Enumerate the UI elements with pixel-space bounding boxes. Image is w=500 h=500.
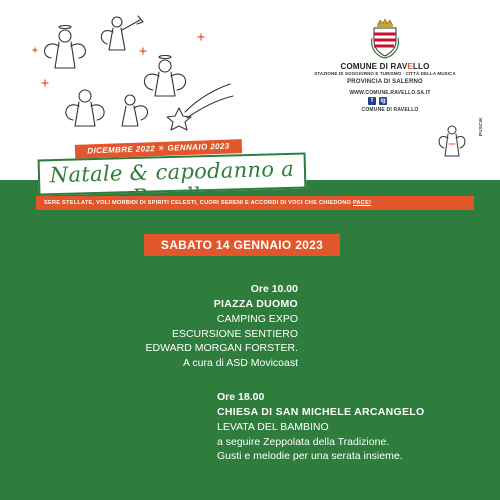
social-icons [368,97,387,105]
website-link[interactable]: WWW.COMUNE.RAVELLO.SA.IT [349,90,431,96]
provincia-label: PROVINCIA DI SALERNO [347,79,423,85]
angel-icon [66,90,104,126]
event-line: EDWARD MORGAN FORSTER. [145,342,298,354]
angels-illustration [25,8,245,138]
event-place: PIAZZA DUOMO [213,298,298,310]
angel-icon [122,95,147,126]
small-angel-icon [436,120,468,164]
event-line: Gusti e melodie per una serata insieme. [217,450,403,462]
event-line: ESCURSIONE SENTIERO [171,327,298,340]
angel-icon [45,26,86,69]
event-item [217,390,424,464]
event-time: Ore 18.00 [217,391,265,403]
angel-icon [144,56,185,97]
event-line: CAMPING EXPO [216,313,298,325]
angel-icon [101,16,143,50]
title-box [38,152,307,195]
day-banner: SABATO 14 GENNAIO 2023 [144,234,340,256]
facebook-name[interactable]: COMUNE DI RAVELLO [361,107,419,113]
date-range-strip: DICEMBRE 2022 ✳ GENNAIO 2023 [75,139,242,159]
comune-title: COMUNE DI RAVELLO [340,62,430,71]
comet-star-icon [167,84,233,130]
coat-of-arms-icon [368,18,402,60]
comune-subtitle: STAZIONE DI SOGGIORNO E TURISMO · CITTÀ DELLA MUSICA [314,71,456,76]
event-line: a seguire Zeppolata della Tradizione. [217,435,390,448]
instagram-icon[interactable]: ig [380,98,386,104]
tagline-strip: SERE STELLATE, VOLI MORBIDI DI SPIRITI CELESTI, CUORI SERENI E ACCORDI DI VOCI CHE CHIEDONO PACE! [36,196,474,210]
event-item [146,282,298,370]
side-vertical-label: PUSCIK [478,117,483,136]
event-title: Natale & capodanno a [49,156,295,188]
event-line: LEVATA DEL BAMBINO [217,421,329,433]
event-line: A cura di ASD Movicoast [183,356,298,369]
facebook-icon[interactable]: f [368,97,376,105]
event-place: CHIESA DI SAN MICHELE ARCANGELO [217,406,425,418]
event-time: Ore 10.00 [250,283,298,295]
